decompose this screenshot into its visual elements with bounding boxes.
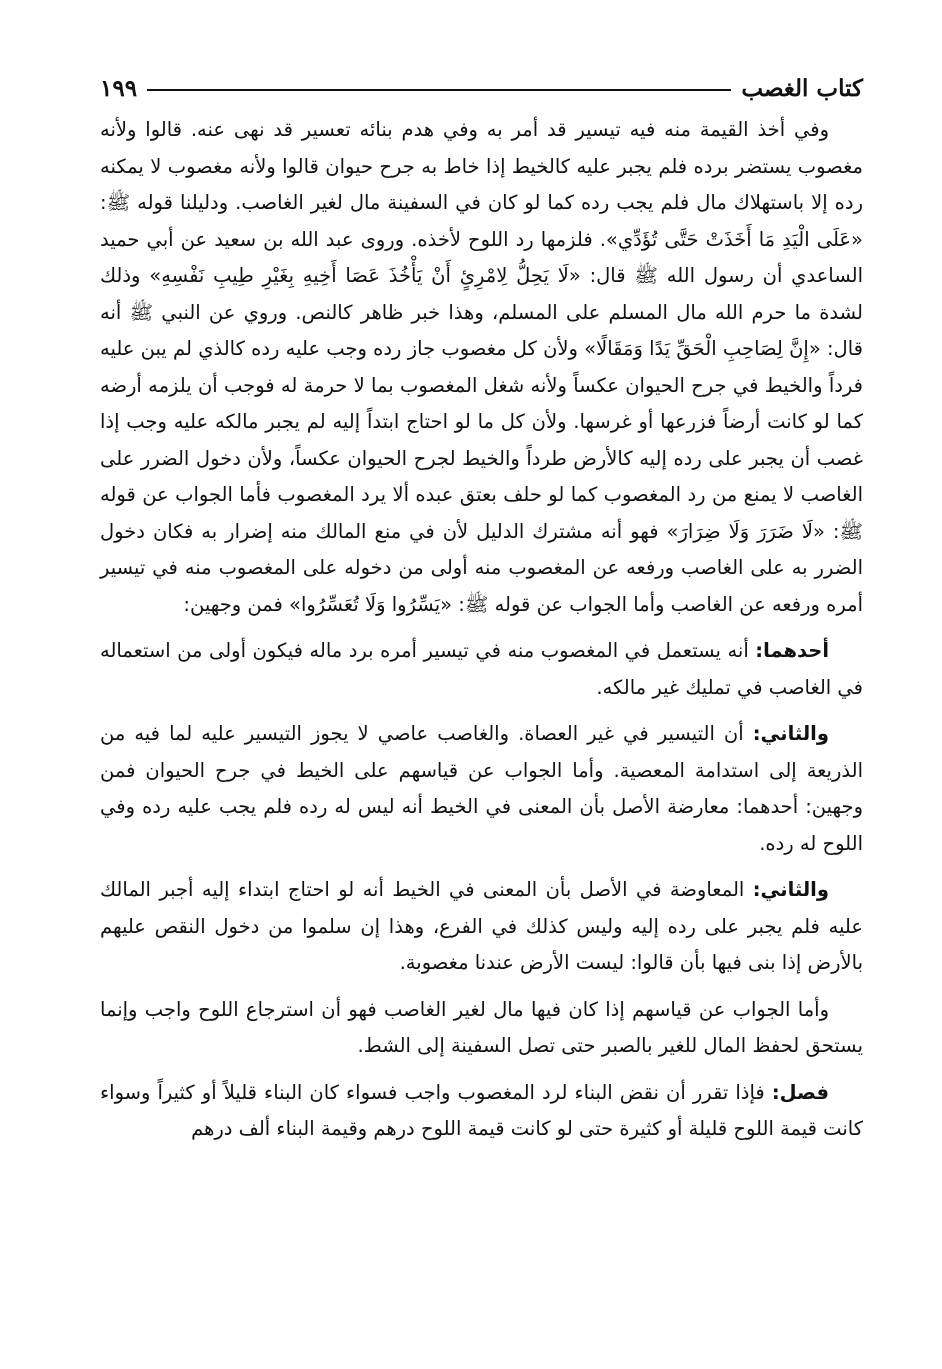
paragraph-text: المعاوضة في الأصل بأن المعنى في الخيط أنه لو احتاج ابتداء إليه أجبر المالك عليه فلم يجبر على رده إليه وليس كذلك في الفرع، وهذا إن سلموا من دخول النقص عليهم بالأرض إذا بنى فيها بأن قالوا: ليست الأرض عندنا مغصوبة.	[100, 878, 863, 974]
paragraph-2	[100, 633, 863, 706]
paragraph-text: أن التيسير في غير العصاة. والغاصب عاصي لا يجوز التيسير عليه لما فيه من الذريعة إلى استدامة المعصية. وأما الجواب عن قياسهم على الخيط في جرح الحيوان فمن وجهين: أحدهما: معارضة الأصل بأن المعنى في الخيط أنه ليس له رده فلم يجب عليه رده وفي اللوح له رده.	[100, 722, 863, 855]
paragraph-text: فإذا تقرر أن نقض البناء لرد المغصوب واجب فسواء كان البناء قليلاً أو كثيراً وسواء كانت قيمة اللوح قليلة أو كثيرة حتى لو كانت قيمة اللوح درهم وقيمة البناء ألف درهم	[100, 1080, 863, 1140]
paragraph-text: وأما الجواب عن قياسهم إذا كان فيها مال لغير الغاصب فهو أن استرجاع اللوح واجب وإنما يستحق لحفظ المال للغير بالصبر حتى تصل السفينة إلى الشط.	[100, 997, 863, 1057]
header-rule	[147, 89, 731, 91]
paragraph-lead: والثاني:	[752, 722, 829, 745]
paragraph-5	[100, 992, 863, 1065]
paragraph-lead: والثاني:	[752, 878, 829, 901]
paragraph-1	[100, 112, 863, 623]
body-text	[100, 112, 863, 1148]
paragraph-4	[100, 872, 863, 982]
paragraph-3	[100, 716, 863, 862]
paragraph-lead: أحدهما:	[755, 639, 829, 662]
page-header	[100, 70, 863, 106]
paragraph-text: وفي أخذ القيمة منه فيه تيسير قد أمر به وفي هدم بنائه تعسير قد نهى عنه. قالوا ولأنه مغصوب يستضر برده فلم يجبر عليه كالخيط إذا خاط به جرح حيوان قالوا ولأنه مغصوب لا يمكنه رده إلا باستهلاك مال فلم يجب رده كما لو كان في السفينة مال لغير الغاصب. ودليلنا قوله ﷺ: «عَلَى الْيَدِ مَا أَخَذَتْ حَتَّى تُؤَدِّي». فلزمها رد اللوح لأخذه. وروى عبد الله بن سعيد عن أبي حميد الساعدي أن رسول الله ﷺ قال: «لَا يَحِلُّ لِامْرِئٍ أَنْ يَأْخُذَ عَصَا أَخِيهِ بِغَيْرِ طِيبِ نَفْسِهِ» وذلك لشدة ما حرم الله مال المسلم على المسلم، وهذا خبر ظاهر كالنص. وروي عن النبي ﷺ أنه قال: «إِنَّ لِصَاحِبِ الْحَقِّ يَدًا وَمَقَالًا» ولأن كل مغصوب جاز رده وجب عليه رده كالذي لم يبن عليه فرداً والخيط في جرح الحيوان عكساً ولأنه شغل المغصوب بما لا حرمة له فوجب أن يلزمه أرضه كما لو كانت أرضاً فزرعها أو غرسها. ولأن كل ما لو احتاج ابتداً إليه لم يجبر مالكه عليه وجب إذا غصب أن يجبر على رده إليه كالأرض طرداً والخيط لجرح الحيوان عكساً، ولأن دخول الضرر على الغاصب لا يمنع من رد المغصوب كما لو حلف بعتق عبده ألا يرد المغصوب فأما الجواب عن قوله ﷺ: «لَا ضَرَرَ وَلَا ضِرَارَ» فهو أنه مشترك الدليل لأن في منع المالك منه إضرار به فكان دخول الضرر به على الغاصب ورفعه عن المغصوب منه أولى من دخوله على المغصوب منه في تيسير أمره ورفعه عن الغاصب وأما الجواب عن قوله ﷺ: «يَسِّرُوا وَلَا تُعَسِّرُوا» فمن وجهين:	[100, 118, 863, 616]
paragraph-lead: فصل:	[771, 1080, 829, 1104]
paragraph-text: أنه يستعمل في المغصوب منه في تيسير أمره برد ماله فيكون أولى من استعماله في الغاصب في تمليك غير مالكه.	[100, 639, 863, 699]
running-title: كتاب الغصب	[741, 74, 863, 102]
page-number: ١٩٩	[100, 74, 138, 102]
paragraph-6	[100, 1075, 863, 1148]
